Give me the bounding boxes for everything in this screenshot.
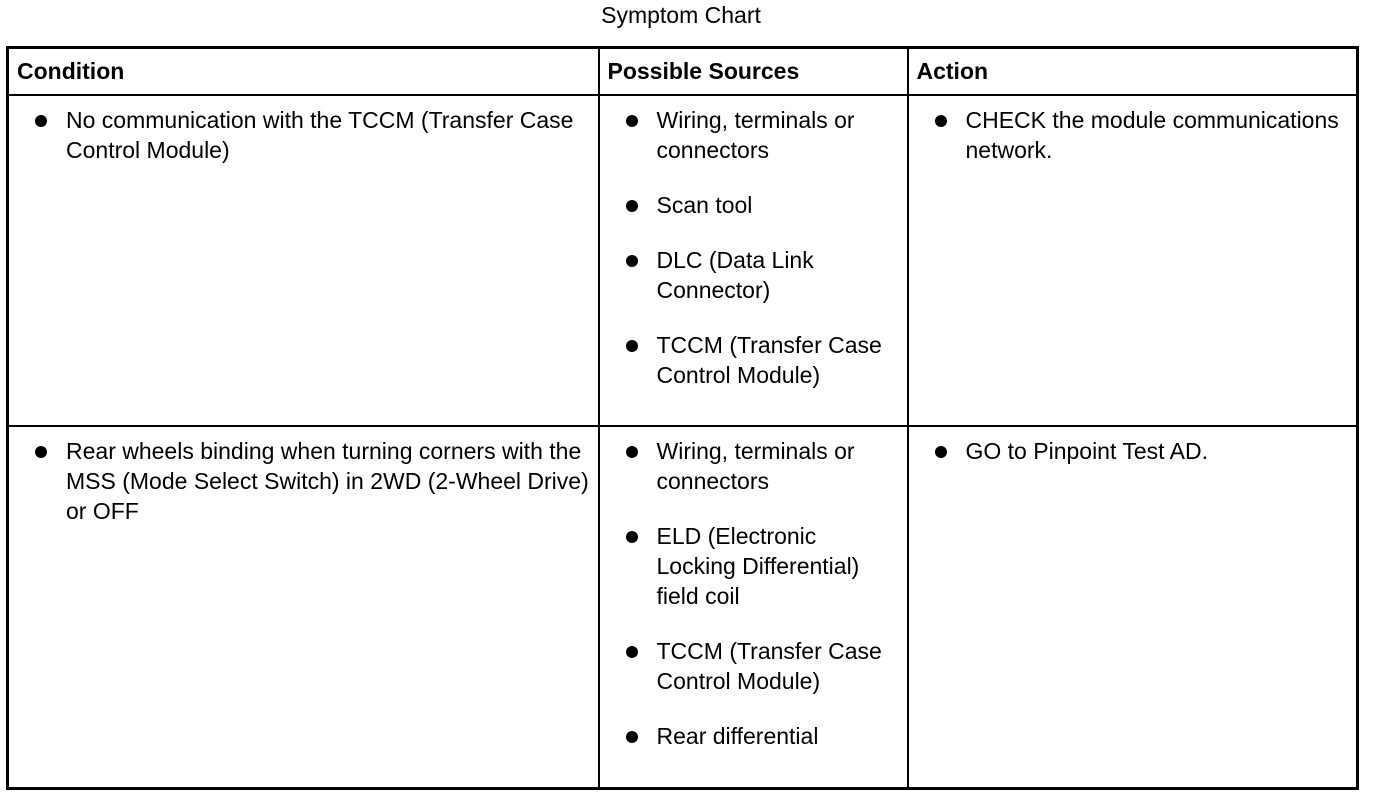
condition-cell [8, 426, 599, 789]
table-row [8, 426, 1358, 789]
bullet-icon [35, 446, 47, 458]
action-cell [908, 426, 1358, 789]
bullet-icon [35, 115, 47, 127]
list-item [600, 105, 907, 165]
source-text: TCCM (Transfer Case Control Module) [656, 638, 882, 694]
bullet-icon [626, 340, 638, 352]
sources-list [600, 427, 907, 751]
condition-list [9, 427, 598, 526]
page-title: Symptom Chart [601, 2, 761, 28]
header-condition: Condition [8, 48, 599, 96]
header-action: Action [908, 48, 1358, 96]
bullet-icon [626, 531, 638, 543]
sources-cell [599, 95, 908, 426]
list-item [9, 436, 598, 526]
source-text: Wiring, terminals or connectors [656, 107, 855, 163]
source-text: Scan tool [656, 192, 753, 218]
action-text: GO to Pinpoint Test AD. [965, 438, 1208, 464]
symptom-table [6, 46, 1359, 790]
bullet-icon [626, 731, 638, 743]
list-item [600, 436, 907, 496]
header-row [8, 48, 1358, 96]
list-item [9, 105, 598, 165]
source-text: TCCM (Transfer Case Control Module) [656, 332, 882, 388]
source-text: Rear differential [656, 723, 819, 749]
header-possible-sources: Possible Sources [599, 48, 908, 96]
source-text: Wiring, terminals or connectors [656, 438, 855, 494]
table-row [8, 95, 1358, 426]
list-item [600, 245, 907, 305]
action-text: CHECK the module communications network. [965, 107, 1339, 163]
bullet-icon [626, 646, 638, 658]
source-text: ELD (Electronic Locking Differential) field coil [656, 523, 860, 609]
source-text: DLC (Data Link Connector) [656, 247, 814, 303]
list-item [600, 721, 907, 751]
list-item [909, 436, 1357, 466]
bullet-icon [626, 200, 638, 212]
condition-text: No communication with the TCCM (Transfer Case Control Module) [66, 107, 574, 163]
action-list [909, 427, 1357, 466]
sources-list [600, 96, 907, 390]
bullet-icon [935, 446, 947, 458]
action-cell [908, 95, 1358, 426]
list-item [600, 521, 907, 611]
condition-text: Rear wheels binding when turning corners with the MSS (Mode Select Switch) in 2WD (2-Wheel Drive) or OFF [66, 438, 589, 524]
list-item [600, 190, 907, 220]
condition-list [9, 96, 598, 165]
list-item [600, 330, 907, 390]
action-list [909, 96, 1357, 165]
bullet-icon [626, 255, 638, 267]
list-item [909, 105, 1357, 165]
bullet-icon [626, 446, 638, 458]
sources-cell [599, 426, 908, 789]
bullet-icon [626, 115, 638, 127]
bullet-icon [935, 115, 947, 127]
list-item [600, 636, 907, 696]
condition-cell [8, 95, 599, 426]
